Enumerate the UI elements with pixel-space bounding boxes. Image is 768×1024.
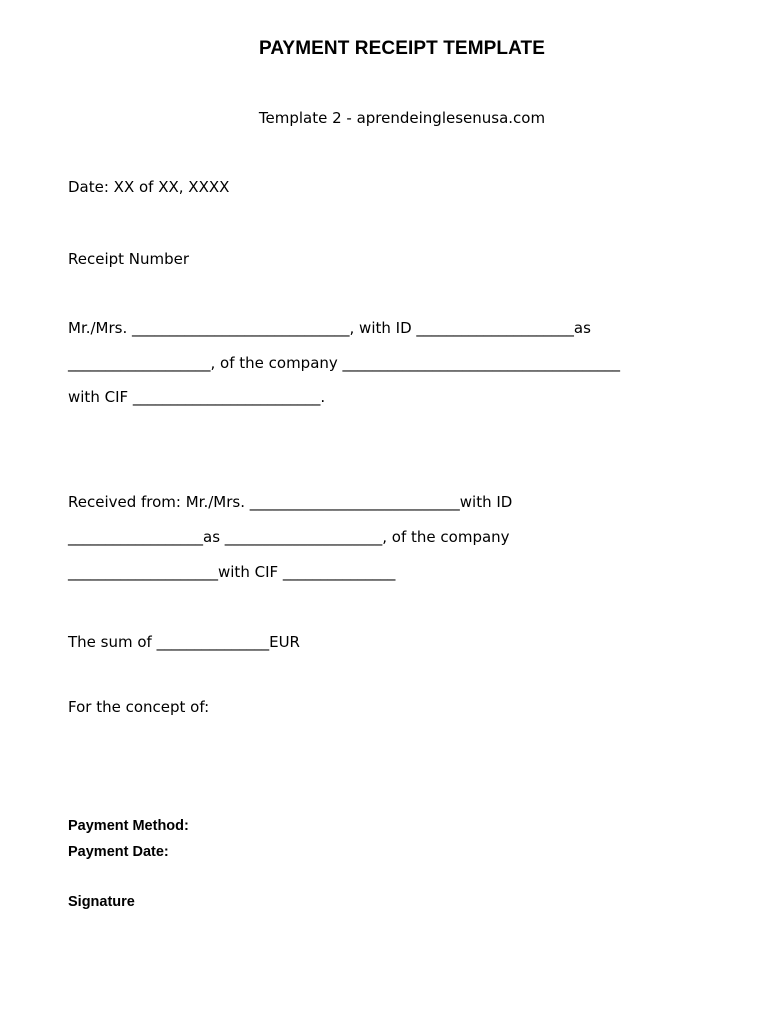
concept-label: For the concept of: — [68, 698, 210, 716]
signature-label: Signature — [68, 894, 135, 910]
payer-line-1: Mr./Mrs. _____________________________, with ID _____________________as — [68, 319, 591, 337]
received-line-3: ____________________with CIF _______________ — [68, 563, 396, 581]
payer-line-2: ___________________, of the company _____________________________________ — [68, 354, 621, 372]
payment-method-label: Payment Method: — [68, 818, 189, 834]
sum-line: The sum of _______________EUR — [68, 633, 300, 651]
payer-line-3: with CIF _________________________. — [68, 388, 326, 406]
date-line: Date: XX of XX, XXXX — [68, 178, 230, 196]
receipt-number-label: Receipt Number — [68, 250, 190, 268]
document-title: PAYMENT RECEIPT TEMPLATE — [258, 38, 546, 59]
payment-date-label: Payment Date: — [68, 844, 169, 860]
document-subtitle: Template 2 - aprendeinglesenusa.com — [258, 109, 546, 127]
received-line-1: Received from: Mr./Mrs. ____________________________with ID — [68, 493, 513, 511]
received-line-2: __________________as _____________________, of the company — [68, 528, 510, 546]
